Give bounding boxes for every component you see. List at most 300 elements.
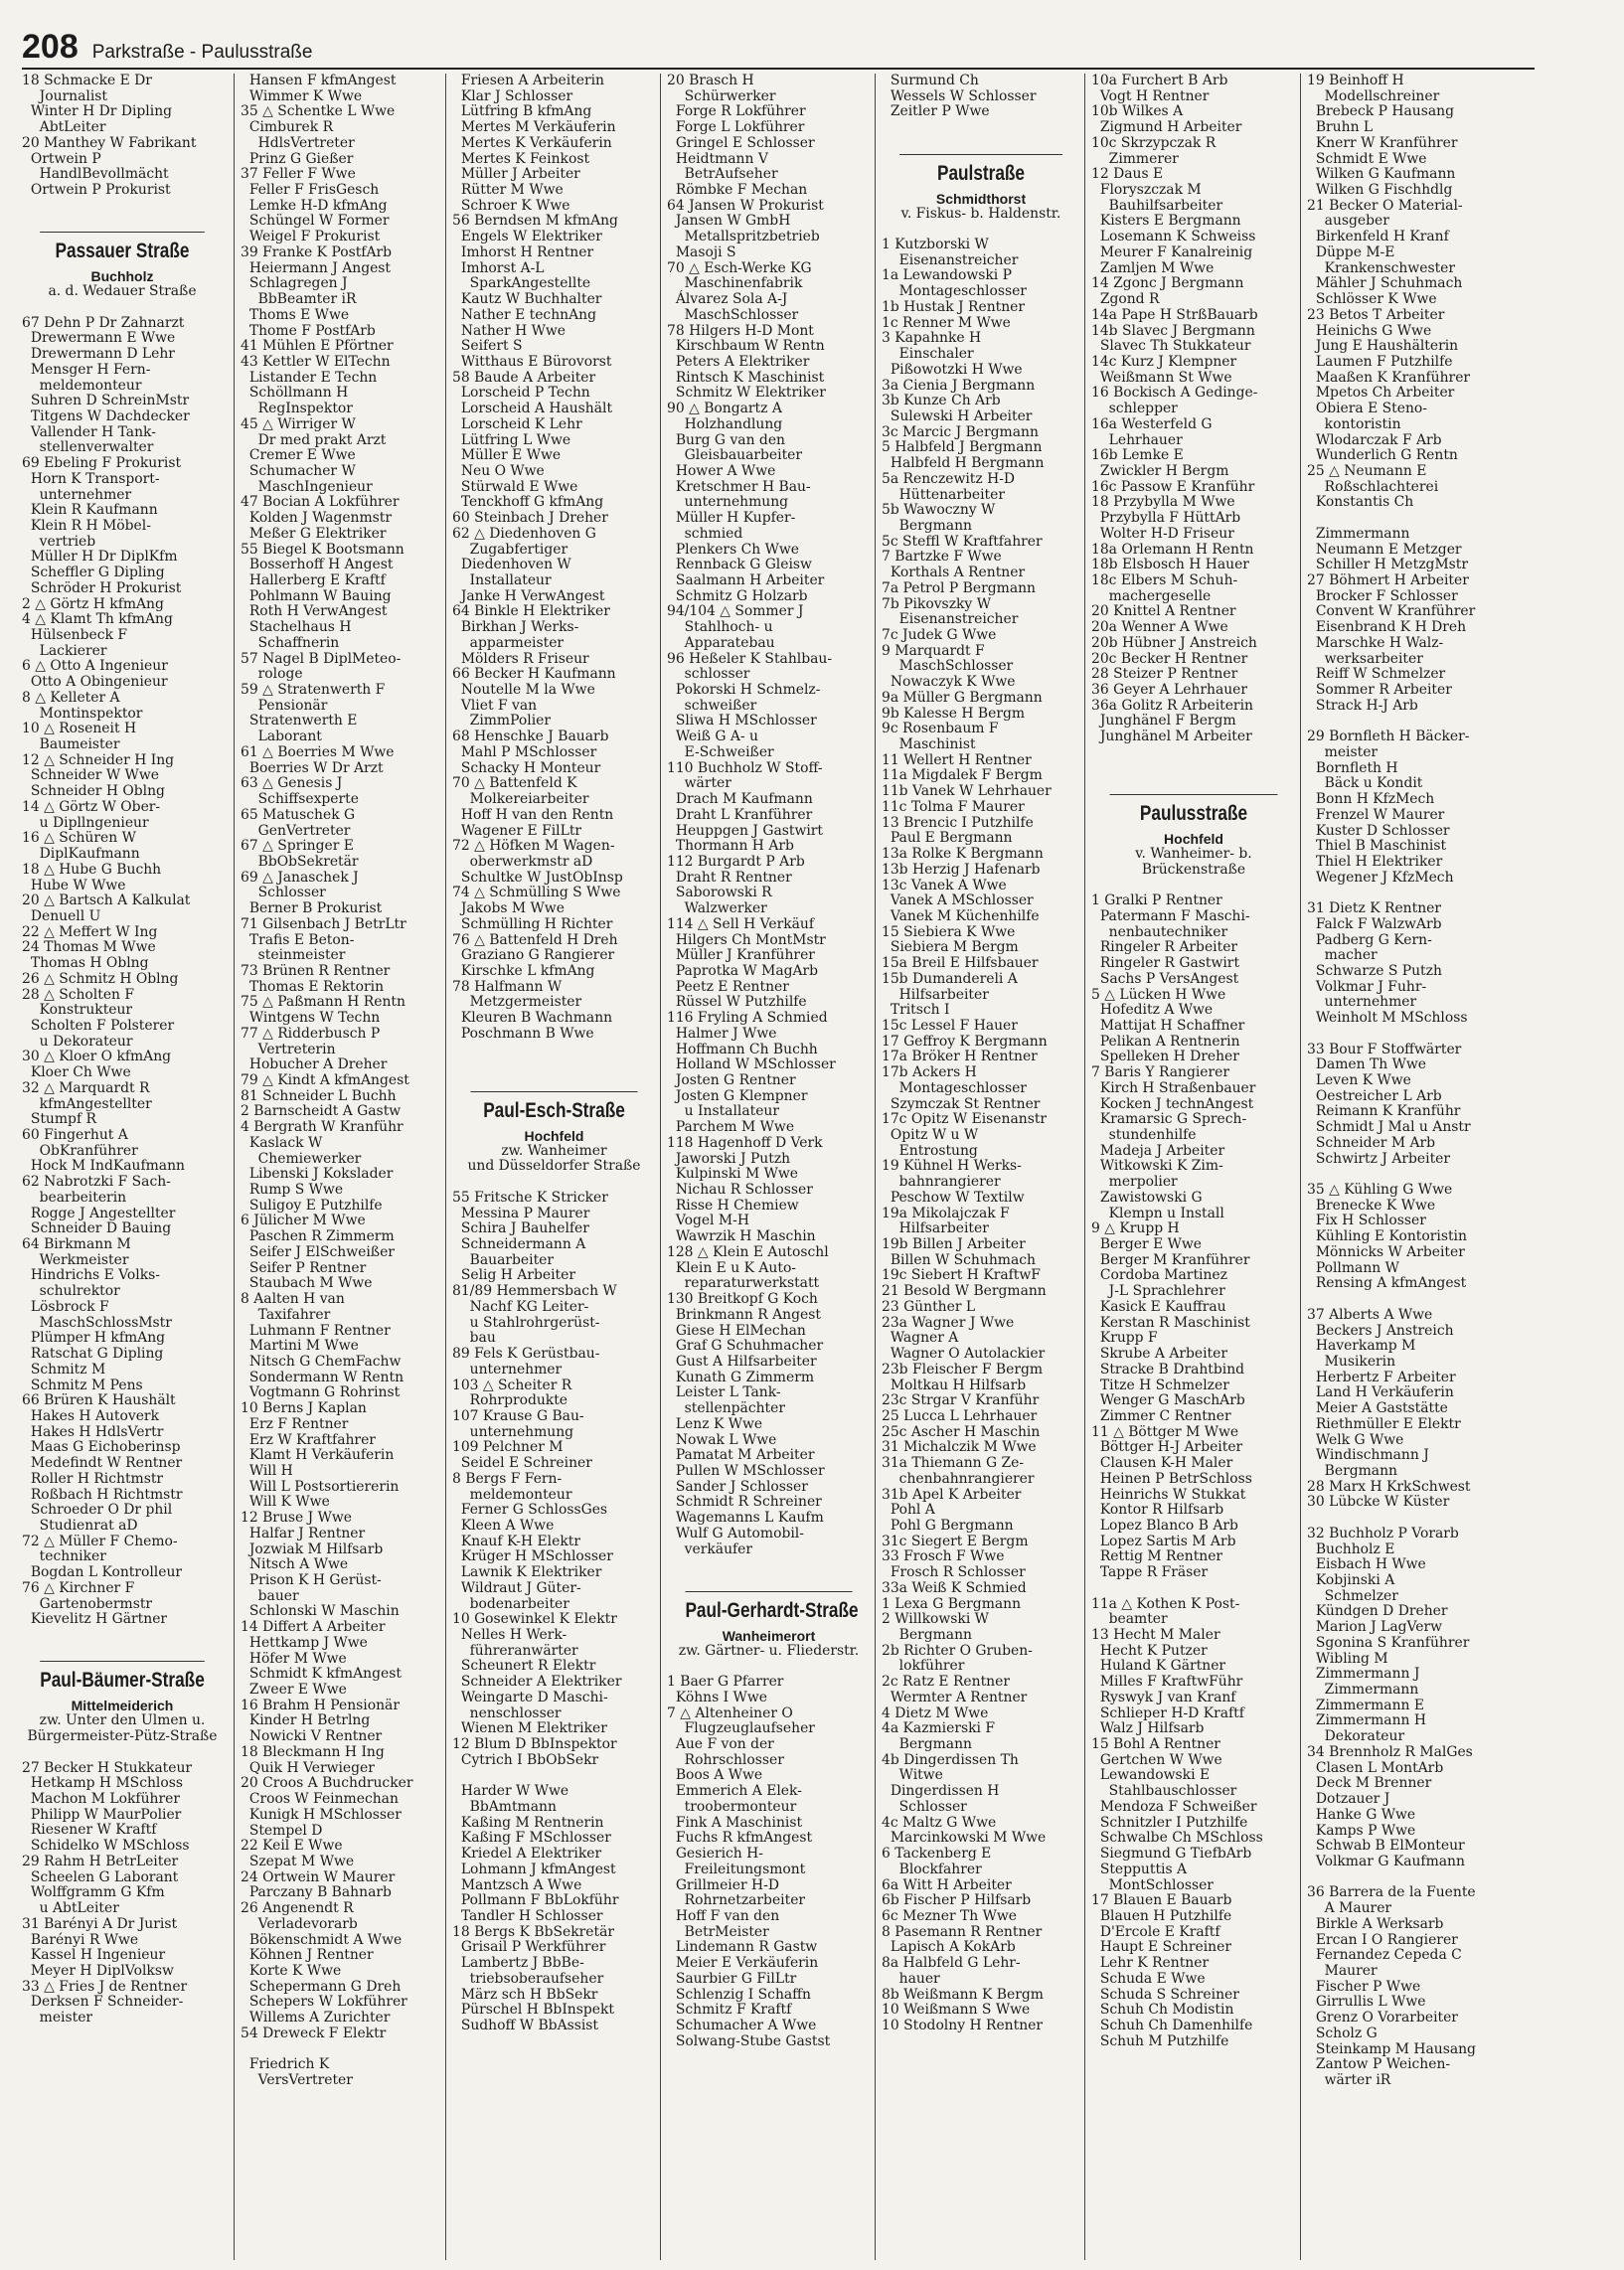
directory-line: 6 Jülicher M Wwe	[241, 1213, 366, 1229]
directory-line: ausgeber	[1307, 213, 1389, 230]
directory-line: 18a Orlemann H Rentn	[1091, 541, 1254, 558]
directory-line: Lopez Sartis M Arb	[1091, 1533, 1236, 1549]
directory-line: Köhnen J Rentner	[241, 1947, 374, 1964]
directory-line: 17c Opitz W Eisenanstr	[882, 1111, 1048, 1128]
directory-line: bahnrangierer	[882, 1174, 1001, 1191]
directory-line: Siegmund G TiefbArb	[1091, 1846, 1252, 1863]
directory-line	[22, 1628, 223, 1644]
directory-line: Opitz W u W	[882, 1127, 979, 1143]
directory-line: Strack H-J Arb	[1307, 697, 1418, 714]
directory-line: Kassel H Ingenieur	[22, 1947, 166, 1964]
directory-line: Montageschlosser	[882, 283, 1027, 300]
directory-line: Kocken J technAngest	[1091, 1095, 1254, 1112]
directory-line: Brocker F Schlosser	[1307, 587, 1458, 604]
directory-line: Cordoba Martinez	[1091, 1267, 1227, 1284]
directory-line: Friesen A Arbeiterin	[452, 74, 604, 88]
column-1	[22, 74, 223, 2260]
directory-line: Schuda E Wwe	[1091, 1970, 1206, 1987]
directory-line: machergeselle	[1091, 587, 1212, 604]
directory-line: Falck F WalzwArb	[1307, 915, 1442, 932]
directory-line: Mpetos Ch Arbeiter	[1307, 385, 1455, 402]
directory-line: Pensionär	[241, 697, 328, 714]
directory-line: Barényi R Wwe	[22, 1931, 139, 1948]
directory-line: Schmidt R Schreiner	[667, 1494, 822, 1511]
directory-line: troobermonteur	[667, 1798, 797, 1815]
directory-line: Dingerdissen H	[882, 1783, 1000, 1800]
directory-line: 77 △ Ridderbusch P	[241, 1025, 381, 1042]
directory-line: 5b Wawoczny W	[882, 502, 996, 519]
directory-line: 25c Ascher H Maschin	[882, 1423, 1041, 1440]
directory-line	[1307, 1292, 1565, 1308]
directory-line: Klein R H Möbel-	[22, 517, 151, 534]
street-heading: Paulstraße	[899, 154, 1062, 187]
directory-line: Schmitz M Pens	[22, 1377, 143, 1393]
directory-line: 3 Kapahnke H	[882, 330, 982, 347]
directory-line: Cimburek R	[241, 119, 334, 136]
directory-line: Leven K Wwe	[1307, 1072, 1411, 1088]
directory-line: 14a Pape H StrßBauarb	[1091, 306, 1258, 323]
directory-line: Feller F FrisGesch	[241, 182, 380, 199]
directory-line: Frosch R Schlosser	[882, 1564, 1026, 1581]
directory-line: 1b Hustak J Rentner	[882, 298, 1026, 315]
directory-line: Thormann H Arb	[667, 838, 794, 855]
directory-line: triebsoberaufseher	[452, 1970, 604, 1987]
directory-line: Wagener E FilLtr	[452, 822, 582, 839]
directory-line: 18b Elsbosch H Hauer	[1091, 557, 1249, 573]
directory-line: SparkAngestellte	[452, 275, 591, 292]
directory-line: 22 Keil E Wwe	[241, 1838, 343, 1855]
directory-line: beamter	[1091, 1611, 1168, 1628]
directory-line: 29 Rahm H BetrLeiter	[22, 1853, 179, 1869]
directory-line: RegInspektor	[241, 401, 353, 417]
directory-line: meldemonteur	[452, 1486, 572, 1503]
directory-line: Szymczak St Rentner	[882, 1095, 1041, 1112]
directory-line: Graf G Schuhmacher	[667, 1338, 824, 1355]
directory-line: 10 △ Roseneit H	[22, 721, 137, 737]
directory-line: Knauf K-H Elektr	[452, 1533, 580, 1549]
directory-line: Zimmermann J	[1307, 1666, 1420, 1683]
directory-line: 31b Apel K Arbeiter	[882, 1486, 1022, 1503]
directory-line	[1307, 1511, 1565, 1527]
directory-line: 68 Henschke J Bauarb	[452, 729, 609, 745]
directory-line: Winter H Dr Dipling	[22, 103, 173, 120]
directory-line: Obiera E Steno-	[1307, 401, 1427, 417]
directory-line: 20a Wenner A Wwe	[1091, 619, 1228, 636]
directory-line: Thiel B Maschinist	[1307, 838, 1447, 855]
directory-line: Schlenzig I Schaffn	[667, 1986, 811, 2003]
directory-line: Stepputtis A	[1091, 1861, 1188, 1877]
directory-line: Scholten F Polsterer	[22, 1017, 175, 1034]
directory-line: Hallerberg E Kraftf	[241, 572, 386, 588]
directory-line: Lorscheid P Techn	[452, 385, 590, 402]
directory-line: 18 Schmacke E Dr	[22, 74, 152, 88]
directory-line: Walzwerker	[667, 900, 767, 917]
directory-line: Gertchen W Wwe	[1091, 1751, 1222, 1768]
directory-line: Masoji S	[667, 243, 736, 260]
column-6	[1084, 74, 1296, 2260]
directory-line: 35 △ Kühling G Wwe	[1307, 1182, 1453, 1199]
directory-line: Kontor R Hilfsarb	[1091, 1502, 1224, 1519]
directory-line: Schuh Ch Damenhilfe	[1091, 2017, 1253, 2033]
directory-line: 20c Becker H Rentner	[1091, 650, 1248, 667]
directory-line: Thomas E Rektorin	[241, 978, 385, 995]
directory-line: 45 △ Wirriger W	[241, 415, 356, 432]
directory-line: Kaslack W	[241, 1134, 323, 1151]
directory-line: Seifert S	[452, 338, 523, 355]
directory-line: 64 Jansen W Prokurist	[667, 197, 824, 214]
directory-line: Schmülling H Richter	[452, 915, 613, 932]
directory-line: 109 Pelchner M	[452, 1439, 564, 1456]
directory-line: Schaffnerin	[241, 634, 340, 651]
page-number: 208	[22, 28, 79, 66]
directory-line: Knerr W Kranführer	[1307, 134, 1458, 151]
district-label: Mittelmeiderich	[71, 1698, 174, 1714]
directory-line: Wolter H-D Friseur	[1091, 525, 1234, 542]
directory-line: Hakes H Autoverk	[22, 1407, 159, 1424]
directory-line: Messina P Maurer	[452, 1205, 590, 1221]
directory-line: Land H Verkäuferin	[1307, 1384, 1454, 1401]
directory-line: Reiff W Schmelzer	[1307, 666, 1446, 683]
directory-line: Vanek A MSchlosser	[882, 892, 1034, 909]
directory-line: 37 Feller F Wwe	[241, 166, 356, 183]
directory-line: Kobjinski A	[1307, 1572, 1395, 1588]
directory-line: Hetkamp H MSchloss	[22, 1775, 183, 1792]
directory-line: Klar J Schlosser	[452, 87, 573, 104]
directory-line: Müller J Arbeiter	[452, 166, 580, 183]
directory-line: 26 △ Schmitz H Oblng	[22, 970, 179, 987]
directory-line: Volkmar J Fuhr-	[1307, 978, 1427, 995]
directory-line: Lopez Blanco B Arb	[1091, 1517, 1238, 1534]
directory-line: Josten G Klempner	[667, 1087, 808, 1104]
directory-line: 56 Berndsen M kfmAng	[452, 213, 618, 230]
directory-line: 32 Buchholz P Vorarb	[1307, 1525, 1459, 1541]
directory-line: 114 △ Sell H Verkäuf	[667, 915, 814, 932]
directory-line: Baumeister	[22, 736, 120, 753]
directory-line: Hanke G Wwe	[1307, 1806, 1416, 1823]
directory-line: Schlosser	[882, 1798, 967, 1815]
directory-line: Riethmüller E Elektr	[1307, 1415, 1461, 1432]
directory-line: meister	[22, 2010, 93, 2027]
directory-line: Vogel M-H	[667, 1213, 749, 1229]
directory-line: Forge R Lokführer	[667, 103, 806, 120]
directory-line: stundenhilfe	[1091, 1127, 1197, 1143]
directory-line: 76 △ Battenfeld H Dreh	[452, 931, 618, 948]
directory-line: 4a Kazmierski F	[882, 1720, 996, 1737]
directory-line: 2b Richter O Gruben-	[882, 1642, 1033, 1659]
directory-line: Bauhilfsarbeiter	[1091, 197, 1223, 214]
directory-line: Musikerin	[1307, 1353, 1396, 1370]
directory-line: Meier A Gaststätte	[1307, 1400, 1448, 1417]
directory-line	[882, 136, 1080, 152]
directory-line: 6 △ Otto A Ingenieur	[22, 658, 168, 675]
directory-line: Zweer E Wwe	[241, 1682, 347, 1699]
directory-line: Eisenanstreicher	[882, 611, 1019, 628]
directory-line: 20 Croos A Buchdrucker	[241, 1775, 413, 1792]
directory-line: Medefindt W Rentner	[22, 1455, 183, 1472]
directory-line: VersVertreter	[241, 2072, 353, 2088]
directory-line: 24 Thomas M Wwe	[22, 939, 156, 956]
directory-line: Grenz O Vorarbeiter	[1307, 2010, 1458, 2027]
directory-line: Staubach M Wwe	[241, 1275, 373, 1292]
directory-line: 23 Betos T Arbeiter	[1307, 306, 1445, 323]
directory-line: 76 △ Kirchner F	[22, 1579, 135, 1596]
directory-line: 16a Westerfeld G	[1091, 415, 1213, 432]
directory-line: 37 Alberts A Wwe	[1307, 1306, 1433, 1323]
directory-line: 81 Schneider L Buchh	[241, 1087, 397, 1104]
directory-line: Hilfsarbeiter	[882, 986, 989, 1003]
directory-line: Verladevorarb	[241, 1915, 358, 1932]
directory-line: Windischmann J	[1307, 1447, 1429, 1464]
directory-line: 5 Halbfeld J Bergmann	[882, 439, 1043, 456]
directory-line: Stachelhaus H	[241, 619, 352, 636]
directory-line: 81/89 Hemmersbach W	[452, 1283, 617, 1300]
directory-line: 63 △ Genesis J	[241, 775, 343, 792]
directory-line: Aue F von der	[667, 1736, 774, 1753]
directory-line: Lütfring B kfmAng	[452, 103, 592, 120]
directory-line: Saalmann H Arbeiter	[667, 572, 825, 588]
directory-line: Wienen M Elektriker	[452, 1720, 607, 1737]
column-3	[445, 74, 656, 2260]
directory-line: Schepermann G Dreh	[241, 1978, 402, 1995]
directory-line: 58 Baude A Arbeiter	[452, 369, 596, 386]
directory-line: Kündgen D Dreher	[1307, 1603, 1448, 1620]
directory-line: 9a Müller G Bergmann	[882, 689, 1043, 706]
directory-line: Schneider M Arb	[1307, 1134, 1436, 1151]
directory-line: Dekorateur	[1307, 1728, 1405, 1745]
directory-line: verkäufer	[667, 1540, 753, 1557]
directory-line: Schwarze S Putzh	[1307, 962, 1442, 979]
directory-line: Schwab B ElMonteur	[1307, 1838, 1465, 1855]
directory-line: Mähler J Schuhmach	[1307, 275, 1463, 292]
directory-line: BbBeamter iR	[241, 291, 357, 308]
directory-line: 20b Hübner J Anstreich	[1091, 634, 1257, 651]
directory-line: Nather H Wwe	[452, 322, 566, 339]
directory-line: 4b Dingerdissen Th	[882, 1751, 1019, 1768]
directory-line: 9b Kalesse H Bergm	[882, 705, 1026, 722]
directory-line: nenbautechniker	[1091, 923, 1228, 940]
directory-line: merpolier	[1091, 1174, 1178, 1191]
directory-line: 60 Steinbach J Dreher	[452, 510, 608, 527]
directory-line: Vanek M Küchenhilfe	[882, 907, 1040, 924]
directory-line: 33 Bour F Stoffwärter	[1307, 1041, 1462, 1057]
directory-line	[22, 214, 223, 230]
directory-line: reparaturwerkstatt	[667, 1275, 820, 1292]
directory-line: 16 Brahm H Pensionär	[241, 1697, 400, 1713]
directory-line: Schürwerker	[667, 87, 776, 104]
directory-line: Peschow W Textilw	[882, 1189, 1025, 1206]
directory-line: 118 Hagenhoff D Verk	[667, 1134, 823, 1151]
directory-line: Wessels W Schlosser	[882, 87, 1037, 104]
directory-line: 17 Blauen E Bauarb	[1091, 1892, 1232, 1909]
directory-line: Bergmann	[1307, 1462, 1397, 1479]
directory-line: Rettig M Rentner	[1091, 1548, 1223, 1565]
directory-line: apparmeister	[452, 634, 565, 651]
directory-line: 128 △ Klein E Autoschl	[667, 1243, 829, 1260]
directory-line: Martini M Wwe	[241, 1338, 359, 1355]
directory-line: nenschlosser	[452, 1704, 562, 1721]
directory-line: Blauen H Putzhilfe	[1091, 1907, 1232, 1924]
directory-line: Stempel D	[241, 1822, 323, 1839]
directory-line: Weingarte D Maschi-	[452, 1689, 608, 1705]
directory-line: 5a Renczewitz H-D	[882, 470, 1016, 487]
directory-line: Peters A Elektriker	[667, 353, 810, 370]
directory-line: Paschen R Zimmerm	[241, 1228, 395, 1245]
directory-line: Convent W Kranführer	[1307, 603, 1476, 620]
directory-line: Müller H Dr DiplKfm	[22, 549, 178, 566]
directory-line: MaschSchlossMstr	[22, 1314, 172, 1331]
directory-line: Birkle A Werksarb	[1307, 1915, 1444, 1932]
directory-line: schulrektor	[22, 1283, 120, 1300]
directory-line: Schuda S Schreiner	[1091, 1986, 1239, 2003]
directory-line: vertrieb	[22, 533, 96, 550]
directory-line: wärter	[667, 775, 731, 792]
directory-line	[882, 222, 1080, 238]
directory-line: 33a Weiß K Schmied	[882, 1579, 1027, 1596]
directory-line: Stahlbauschlosser	[1091, 1783, 1237, 1800]
directory-line: Walz J Hilfsarb	[1091, 1720, 1205, 1737]
directory-line: Schiller H MetzgMstr	[1307, 557, 1469, 573]
directory-line: Zawistowski G	[1091, 1189, 1203, 1206]
directory-line: 17 Geffroy K Bergmann	[882, 1033, 1048, 1050]
directory-line: 47 Bocian A Lokführer	[241, 494, 400, 511]
directory-line: Witthaus E Bürovorst	[452, 353, 612, 370]
directory-line: 78 Halfmann W	[452, 978, 563, 995]
directory-line: 4c Maltz G Wwe	[882, 1814, 997, 1831]
directory-line: 11 Wellert H Rentner	[882, 751, 1032, 768]
directory-line: Zeitler P Wwe	[882, 103, 990, 120]
directory-line: Suligoy E Putzhilfe	[241, 1197, 383, 1214]
directory-line: Rennback G Gleisw	[667, 557, 812, 573]
directory-line: 15b Dumandereli A	[882, 970, 1018, 987]
directory-line: 6c Mezner Th Wwe	[882, 1907, 1018, 1924]
directory-line: Wildraut J Güter-	[452, 1579, 581, 1596]
directory-line: Wulf G Automobil-	[667, 1525, 804, 1541]
directory-line: Boerries W Dr Arzt	[241, 759, 384, 776]
directory-line: Meyer H DiplVolksw	[22, 1962, 174, 1979]
directory-line: 15 Bohl A Rentner	[1091, 1736, 1220, 1753]
directory-line: Rütter M Wwe	[452, 182, 564, 199]
directory-line: Weißmann St Wwe	[1091, 369, 1232, 386]
directory-line: Stracke B Drahtbind	[1091, 1361, 1245, 1378]
directory-line: Schmelzer	[1307, 1587, 1398, 1604]
directory-line: 18 Bergs K BbSekretär	[452, 1923, 615, 1940]
directory-line: 1a Lewandowski P	[882, 267, 1012, 284]
directory-line: Wolffgramm G Kfm	[22, 1884, 165, 1901]
directory-line: Álvarez Sola A-J	[667, 291, 788, 308]
directory-line: 69 Ebeling F Prokurist	[22, 455, 182, 472]
directory-line: Roth H VerwAngest	[241, 603, 388, 620]
directory-line: Holzhandlung	[667, 415, 783, 432]
directory-line: 78 Hilgers H-D Mont	[667, 322, 814, 339]
directory-line	[1307, 1167, 1565, 1183]
directory-line: Lorscheid A Haushält	[452, 401, 613, 417]
district-label: Schmidthorst	[935, 190, 1027, 207]
directory-line: Schwalbe Ch MSchloss	[1091, 1830, 1263, 1847]
directory-line: Klamt H Verkäuferin	[241, 1447, 395, 1464]
directory-line: Graziano G Rangierer	[452, 947, 615, 964]
directory-line: bodenarbeiter	[452, 1595, 569, 1612]
directory-line: Nowicki V Rentner	[241, 1728, 383, 1745]
directory-line: 20 △ Bartsch A Kalkulat	[22, 892, 191, 909]
directory-line: Brenecke K Wwe	[1307, 1197, 1436, 1214]
directory-line: Zimmer C Rentner	[1091, 1407, 1231, 1424]
directory-line: 61 △ Boerries M Wwe	[241, 743, 395, 760]
directory-line: Sondermann W Rentn	[241, 1369, 405, 1385]
directory-line: Pohlmann W Bauing	[241, 587, 392, 604]
directory-line: Konstrukteur	[22, 1002, 133, 1019]
directory-line: Nowak L Wwe	[667, 1431, 777, 1448]
directory-line: Moltkau H Hilfsarb	[882, 1377, 1027, 1393]
directory-line: Trafis E Beton-	[241, 931, 355, 948]
directory-line: 36a Golitz R Arbeiterin	[1091, 697, 1253, 714]
directory-line: Emmerich A Elek-	[667, 1783, 802, 1800]
directory-line: Kerstan R Maschinist	[1091, 1314, 1250, 1331]
directory-line: Billen W Schuhmach	[882, 1251, 1036, 1268]
directory-line: Witwe	[882, 1767, 943, 1784]
directory-line: Kramarsic G Sprech-	[1091, 1111, 1247, 1128]
directory-line: 90 △ Bongartz A	[667, 401, 782, 417]
directory-line: schlepper	[1091, 401, 1178, 417]
directory-line: Schmitz M	[22, 1361, 106, 1378]
directory-line: Fernandez Cepeda C	[1307, 1947, 1462, 1964]
directory-line: Milles F KraftwFühr	[1091, 1674, 1243, 1691]
directory-line: Metallspritzbetrieb	[667, 229, 820, 245]
directory-line: 16 Bockisch A Gedinge-	[1091, 385, 1258, 402]
directory-line: Hakes H HdlsVertr	[22, 1423, 164, 1440]
directory-line: Ortwein P Prokurist	[22, 182, 171, 199]
directory-line: Schumacher W	[241, 462, 356, 479]
directory-line: ZimmPolier	[452, 713, 551, 730]
directory-line: Halfar J Rentner	[241, 1525, 366, 1541]
directory-line: 23a Wagner J Wwe	[882, 1314, 1015, 1331]
directory-line: Wilken G Kaufmann	[1307, 166, 1456, 183]
directory-line: Pohl A	[882, 1502, 935, 1519]
directory-line: Tandler H Schlosser	[452, 1907, 603, 1924]
directory-line: Will K Wwe	[241, 1494, 330, 1511]
directory-line: Ringeler R Gastwirt	[1091, 955, 1240, 972]
directory-line: Marion J LagVerw	[1307, 1619, 1443, 1636]
directory-line: Diedenhoven W	[452, 557, 571, 573]
directory-line: Bogdan L Kontrolleur	[22, 1564, 183, 1581]
directory-line: Schneider H Oblng	[22, 783, 165, 800]
directory-line: u Installateur	[667, 1103, 780, 1120]
directory-line: MaschSchlosser	[882, 658, 1014, 675]
directory-line: Mölders R Friseur	[452, 650, 589, 667]
directory-line: Mertes M Verkäuferin	[452, 119, 616, 136]
directory-line: Jozwiak M Hilfsarb	[241, 1540, 384, 1557]
directory-line: Kulpinski M Wwe	[667, 1166, 799, 1183]
directory-line: oberwerkmstr aD	[452, 853, 593, 870]
directory-line: 19 Kühnel H Werks-	[882, 1158, 1022, 1175]
directory-line: Rump S Wwe	[241, 1182, 344, 1199]
directory-line: 1c Renner M Wwe	[882, 314, 1011, 331]
directory-line: 112 Burgardt P Arb	[667, 853, 805, 870]
directory-line: unternehmung	[667, 494, 789, 511]
directory-line: 35 △ Schentke L Wwe	[241, 103, 396, 120]
directory-line: Libenski J Kokslader	[241, 1166, 394, 1183]
directory-line: Losemann K Schweiss	[1091, 229, 1256, 245]
directory-line: 10c Skrzypczak R	[1091, 134, 1217, 151]
directory-line: 21 Becker O Material-	[1307, 197, 1463, 214]
directory-line: Fischer P Wwe	[1307, 1978, 1421, 1995]
directory-line: Szepat M Wwe	[241, 1853, 355, 1869]
directory-line: 55 Fritsche K Stricker	[452, 1189, 608, 1206]
directory-line: 71 Gilsenbach J BetrLtr	[241, 915, 406, 932]
directory-line: Pokorski H Schmelz-	[667, 682, 821, 699]
directory-line: Heinrichs W Stukkat	[1091, 1486, 1246, 1503]
directory-line: Heidtmann V	[667, 150, 768, 167]
directory-line: Köhns I Wwe	[667, 1689, 767, 1705]
